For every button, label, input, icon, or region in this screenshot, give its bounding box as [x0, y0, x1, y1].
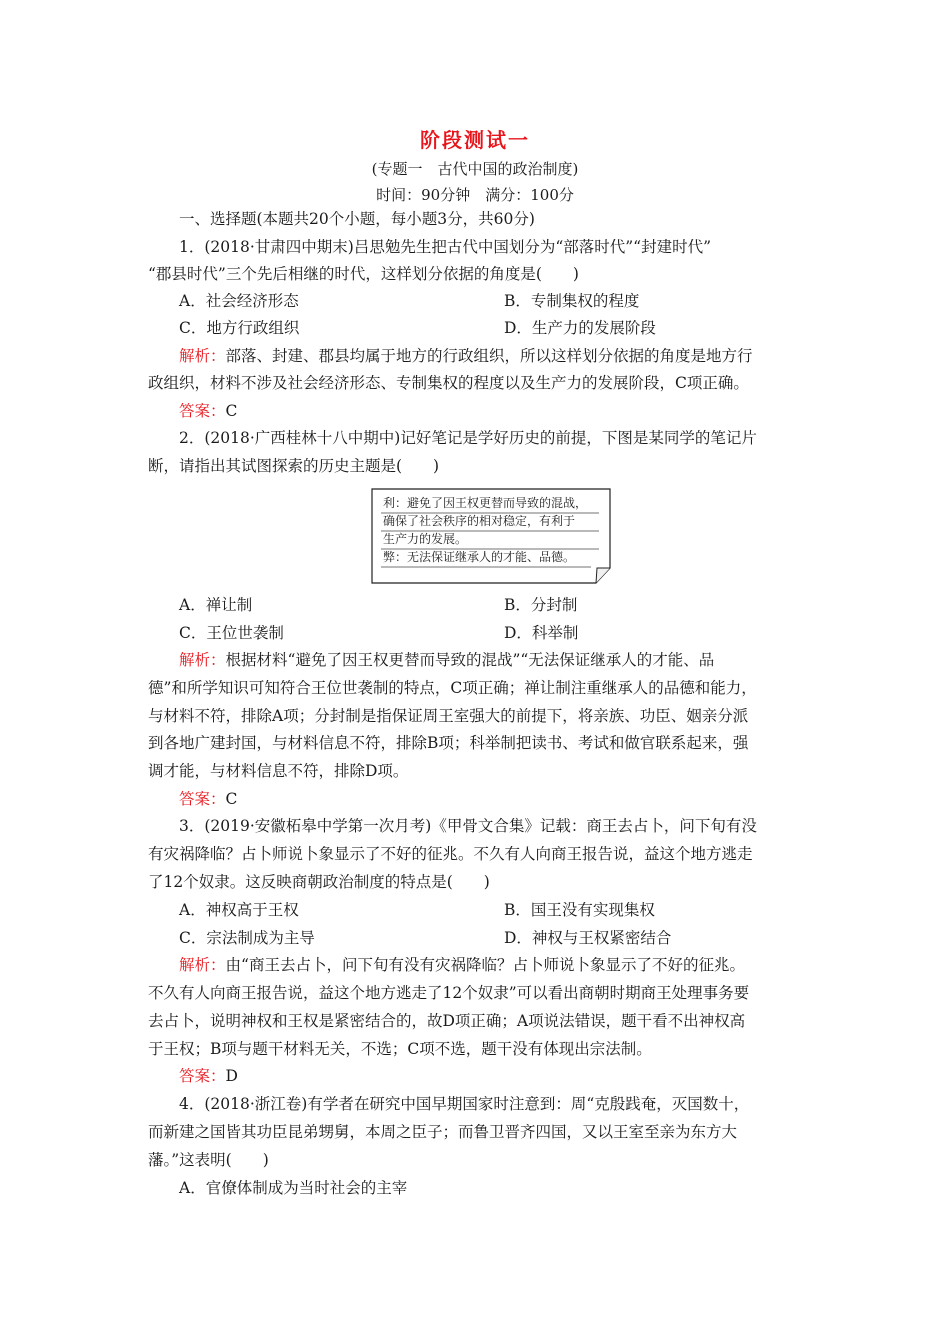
q1-stem-line1: 1．(2018·甘肃四中期末)吕思勉先生把古代中国划分为“部落时代”“封建时代”	[179, 238, 712, 256]
q3-analysis-line4: 于王权；B项与题干材料无关，不选；C项不选，题干没有体现出宗法制。	[148, 1040, 652, 1058]
q3-analysis-line2: 不久有人向商王报告说，益这个地方逃走了12个奴隶”可以看出商朝时期商王处理事务要	[148, 984, 750, 1002]
q3-option-a: A．神权高于王权	[179, 901, 299, 919]
q3-analysis-line1: 解析：由“商王去占卜，问下旬有没有灾祸降临？占卜师说卜象显示了不好的征兆。	[179, 956, 745, 974]
note-line-2: 确保了社会秩序的相对稳定，有利于	[383, 514, 576, 528]
q2-stem-line2: 断，请指出其试图探索的历史主题是( )	[148, 457, 440, 475]
q1-option-b: B．专制集权的程度	[504, 292, 640, 310]
q2-answer-label: 答案：	[179, 790, 226, 808]
q2-analysis-label: 解析：	[179, 651, 226, 669]
q1-analysis-line2: 政组织，材料不涉及社会经济形态、专制集权的程度以及生产力的发展阶段，C项正确。	[148, 374, 749, 392]
note-line-1: 利：避免了因王权更替而导致的混战，	[383, 496, 588, 510]
subtitle: (专题一 古代中国的政治制度)	[371, 160, 579, 178]
q3-option-b: B．国王没有实现集权	[504, 901, 655, 919]
note-line-4: 弊：无法保证继承人的才能、品德。	[383, 550, 576, 564]
q4-stem-line1: 4．(2018·浙江卷)有学者在研究中国早期国家时注意到：周“克殷践奄，灭国数十，	[179, 1095, 750, 1113]
q2-analysis-line2: 德”和所学知识可知符合王位世袭制的特点，C项正确；禅让制注重继承人的品德和能力，	[148, 679, 757, 697]
note-figure	[371, 488, 612, 584]
q3-stem-line2: 有灾祸降临？占卜师说卜象显示了不好的征兆。不久有人向商王报告说，益这个地方逃走	[148, 845, 753, 863]
q3-stem-line1: 3．(2019·安徽柘皋中学第一次月考)《甲骨文合集》记载：商王去占卜，问下旬有没	[179, 817, 757, 835]
q3-analysis-line3: 去占卜，说明神权和王权是紧密结合的，故D项正确；A项说法错误，题干看不出神权高	[148, 1012, 746, 1030]
q1-analysis-label: 解析：	[179, 347, 226, 365]
q4-option-a: A．官僚体制成为当时社会的主宰	[179, 1179, 408, 1197]
section-heading: 一、选择题(本题共20个小题，每小题3分，共60分)	[179, 210, 535, 228]
q2-analysis-line5: 调才能，与材料信息不符，排除D项。	[148, 762, 409, 780]
q2-option-b: B．分封制	[504, 596, 578, 614]
q3-answer-label: 答案：	[179, 1067, 226, 1085]
note-line-3: 生产力的发展。	[383, 532, 468, 546]
q1-option-d: D．生产力的发展阶段	[504, 319, 656, 337]
q1-answer: 答案：C	[179, 402, 238, 420]
q2-option-d: D．科举制	[504, 624, 579, 642]
q2-option-c: C．王位世袭制	[179, 624, 284, 642]
page-title: 阶段测试一	[420, 128, 530, 152]
q3-analysis-label: 解析：	[179, 956, 226, 974]
q1-answer-label: 答案：	[179, 402, 226, 420]
q1-stem-line2: “郡县时代”三个先后相继的时代，这样划分依据的角度是( )	[148, 265, 579, 283]
q2-analysis-line4: 到各地广建封国，与材料信息不符，排除B项；科举制把读书、考试和做官联系起来，强	[148, 734, 749, 752]
q3-option-d: D．神权与王权紧密结合	[504, 929, 672, 947]
q3-stem-line3: 了12个奴隶。这反映商朝政治制度的特点是( )	[148, 873, 490, 891]
q4-stem-line3: 藩。”这表明( )	[148, 1151, 269, 1169]
q2-analysis-line3: 与材料不符，排除A项；分封制是指保证周王室强大的前提下，将亲族、功臣、姻亲分派	[148, 707, 749, 725]
q3-answer: 答案：D	[179, 1067, 238, 1085]
q3-option-c: C．宗法制成为主导	[179, 929, 315, 947]
q2-answer: 答案：C	[179, 790, 238, 808]
q2-option-a: A．禅让制	[179, 596, 253, 614]
q1-option-a: A．社会经济形态	[179, 292, 299, 310]
q2-stem-line1: 2．(2018·广西桂林十八中期中)记好笔记是学好历史的前提，下图是某同学的笔记片	[179, 429, 757, 447]
q1-option-c: C．地方行政组织	[179, 319, 300, 337]
exam-meta: 时间：90分钟 满分：100分	[376, 186, 574, 204]
q4-stem-line2: 而新建之国皆其功臣昆弟甥舅，本周之臣子；而鲁卫晋齐四国，又以王室至亲为东方大	[148, 1123, 738, 1141]
q2-analysis-line1: 解析：根据材料“避免了因王权更替而导致的混战”“无法保证继承人的才能、品	[179, 651, 715, 669]
q1-analysis-line1: 解析：部落、封建、郡县均属于地方的行政组织，所以这样划分依据的角度是地方行	[179, 347, 753, 365]
